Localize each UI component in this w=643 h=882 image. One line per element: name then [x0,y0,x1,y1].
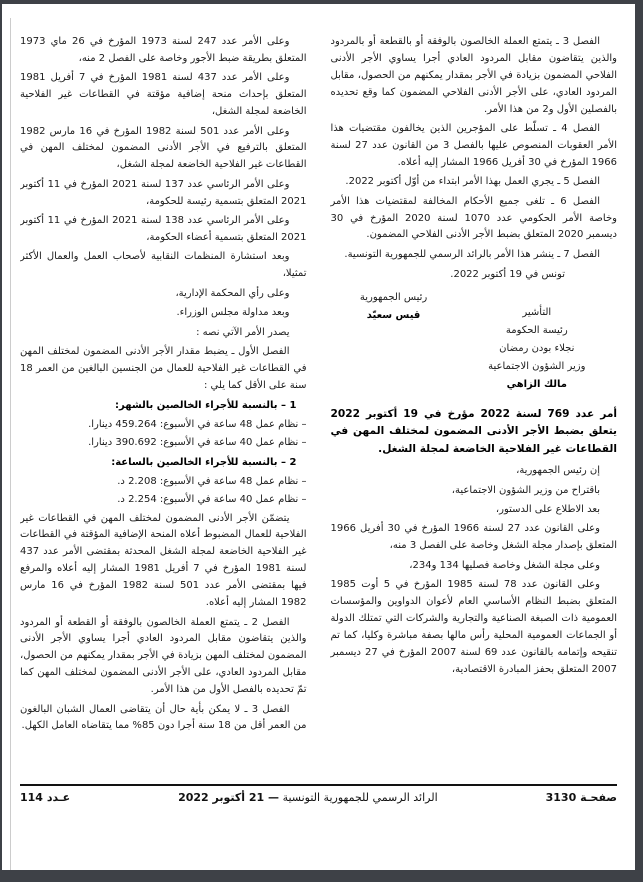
footer-issue-date: — 21 أكتوبر 2022 [178,791,280,804]
body-paragraph: وعلى الأمر عدد 437 لسنة 1981 المؤرخ في 7 أفريل 1981 المتعلق بإحداث منحة إضافية مؤقتة في القطاعات غير الفلاحية الخاضعة لمجلة الشغل، [20,72,307,118]
signature-title: رئيس الجمهورية [359,291,428,303]
body-paragraph: وبعد استشارة المنظمات النقابية لأصحاب العمل والعمال الأكثر تمثيلا، [20,251,307,280]
body-paragraph: وبعد مداولة مجلس الوزراء. [176,307,290,319]
signature-name: مالك الزاهي [506,378,567,390]
signature-name: قيس سعيّد [366,309,421,321]
footer-issue-label: عـدد [46,791,71,804]
body-paragraph: وعلى القانون عدد 27 لسنة 1966 المؤرخ في 30 أفريل 1966 المتعلق بإصدار مجلة الشغل وخاصة على الفصل 3 منه، [330,523,617,552]
list-item: – نظام عمل 40 ساعة في الأسبوع: 390.692 دينارا. [88,436,307,448]
footer-page-label: صفحـة [580,791,617,804]
page-footer [20,784,617,804]
list-heading: 1 – بالنسبة للأجراء الخالصين بالشهر: [115,399,297,411]
body-paragraph: وعلى الأمر عدد 501 لسنة 1982 المؤرخ في 16 مارس 1982 المتعلق بالترفيع في الأجر الأدنى المضمون لمختلف المهن في القطاعات غير الفلاحية الخاضعة لمجلة الشغل، [20,125,307,171]
body-paragraph: الفصل 5 ـ يجري العمل بهذا الأمر ابتداء من أوّل أكتوبر 2022. [345,176,600,188]
signature-title: نجلاء بودن رمضان [499,342,575,354]
list-heading: 2 – بالنسبة للأجراء الخالصين بالساعة: [111,456,297,468]
signature-attestation [457,289,617,394]
body-paragraph: بعد الاطلاع على الدستور، [495,504,600,515]
signature-title: وزير الشؤون الاجتماعية [488,360,586,372]
body-paragraph: الفصل 3 ـ يتمتع العملة الخالصون بالوفقة أو بالقطعة أو بالمردود والذين يتقاضون مقابل المردود العادي أجرا يساوي الأجر الأدنى الفلاحي المضمون بزيادة في الأجر بمقدار يمكنهم من الحصول، مقابل المردود العادي، على الأجر الأدنى الفلاحي المضمون كما وقع تحديده بالفصلين الأول و2 من هذا الأمر. [330,36,617,115]
footer-journal-title [178,791,438,804]
body-paragraph: يصدر الأمر الآتي نصه : [196,326,290,338]
signature-title: التأشير [522,306,552,318]
footer-issue-value: 114 [20,791,43,804]
body-paragraph: الفصل 7 ـ ينشر هذا الأمر بالرائد الرسمي للجمهورية التونسية. [344,248,600,260]
body-paragraph: الفصل الأول ـ يضبط مقدار الأجر الأدنى المضمون لمختلف المهن في القطاعات غير الفلاحية للعمال من الجنسين البالغين من العمر 18 سنة على الأقل كما يلي : [20,345,307,391]
body-paragraph: وعلى مجلة الشغل وخاصة فصليها 134 و234، [409,559,600,571]
page-content [2,4,635,870]
body-paragraph: وعلى الأمر الرئاسي عدد 137 لسنة 2021 المؤرخ في 11 أكتوبر 2021 المتعلق بتسمية رئيسة للحكومة، [20,178,307,207]
body-paragraph: وعلى الأمر الرئاسي عدد 138 لسنة 2021 المؤرخ في 11 أكتوبر 2021 المتعلق بتسمية أعضاء الحكومة، [20,215,307,243]
footer-issue-number [20,791,70,804]
body-paragraph: يتضمّن الأجر الأدنى المضمون لمختلف المهن في القطاعات غير الفلاحية للعمال المضبوط أعلاه المنحة الإضافية المؤقتة في القطاعات غير الفلاحية الخاضعة لمجلة الشغل المحدثة بمقتضى الأمر عدد 437 لسنة 1981 المؤرخ في 7 أفريل 1981 المشار إليه أعلاه والمرفع فيها بمقتضى الأمر عدد 501 لسنة 1982 المؤرخ في 16 مارس 1982 المشار إليه أعلاه. [20,512,307,609]
signature-title: رئيسة الحكومة [505,324,568,336]
body-paragraph: إن رئيس الجمهورية، [516,465,600,477]
body-paragraph: وعلى الأمر عدد 247 لسنة 1973 المؤرخ في 26 ماي 1973 المتعلق بطريقة ضبط الأجور وخاصة على الفصل 2 منه، [20,36,307,64]
decree-title: أمر عدد 769 لسنة 2022 مؤرخ في 19 أكتوبر 2022 يتعلق بضبط الأجر الأدنى المضمون لمختلف المهن في القطاعات غير الفلاحية الخاضعة لمجلة الشغل. [330,407,617,455]
right-column [331,34,618,780]
footer-page-value: 3130 [545,791,577,804]
body-paragraph: الفصل 2 ـ يتمتع العملة الخالصون بالوفقة أو القطعة أو المردود والذين يتقاضون مقابل المردود العادي أجرا يساوي الأجر الأدنى المضمون لمختلف المهن بزيادة في الأجر بمقدار يمكنهم من الحصول، مقابل المردود العادي، على الأجر الأدنى المضمون لمختلف المهن كما تمّ تحديده بالفصل الأول من هذا الأمر. [20,616,307,696]
body-paragraph: الفصل 3 ـ لا يمكن بأية حال أن يتقاضى العمال الشبان البالغون من العمر أقل من 18 سنة أجرا دون 85% مما يتقاضاه العامل الكهل. [20,703,307,732]
list-item: – نظام عمل 40 ساعة في الأسبوع: 2.254 د. [117,494,307,506]
footer-journal-name: الرائد الرسمي للجمهورية التونسية [282,791,438,804]
body-paragraph: وعلى رأي المحكمة الإدارية، [175,287,290,299]
two-column-layout [20,34,617,780]
signature-block [331,289,618,394]
left-column [20,34,307,780]
document-page [2,4,635,870]
body-paragraph: الفصل 4 ـ تسلّط على المؤجرين الذين يخالفون مقتضيات هذا الأمر العقوبات المنصوص عليها بالفصل 3 من القانون عدد 27 لسنة 1966 المؤرخ في 30 أفريل 1966 المشار إليه أعلاه. [330,123,617,168]
signature-president [331,289,457,394]
body-paragraph: وعلى القانون عدد 78 لسنة 1985 المؤرخ في 5 أوت 1985 المتعلق بضبط النظام الأساسي العام لأعوان الدواوين والمؤسسات العمومية ذات الصبغة الصناعية والتجارية والشركات التي تمتلك الدولة أو الجماعات العمومية المحلية رأس مالها بصفة مباشرة وكليا، كما تم تنقيحه وإتمامه بالقانون عدد 69 لسنة 2007 المؤرخ في 27 ديسمبر 2007 المتعلق بحفز المبادرة الاقتصادية، [330,579,617,675]
body-paragraph: باقتراح من وزير الشؤون الاجتماعية، [451,484,600,496]
list-item: – نظام عمل 48 ساعة في الأسبوع: 459.264 دينارا. [88,418,307,430]
list-item: – نظام عمل 48 ساعة في الأسبوع: 2.208 د. [117,475,307,487]
place-date-line: تونس في 19 أكتوبر 2022. [450,268,565,280]
body-paragraph: الفصل 6 ـ تلغى جميع الأحكام المخالفة لمقتضيات هذا الأمر وخاصة الأمر الحكومي عدد 1070 لسنة 2020 المؤرخ في 30 ديسمبر 2020 المتعلق بضبط الأجر الأدنى الفلاحي المضمون. [330,195,617,241]
footer-page-number [546,791,617,804]
